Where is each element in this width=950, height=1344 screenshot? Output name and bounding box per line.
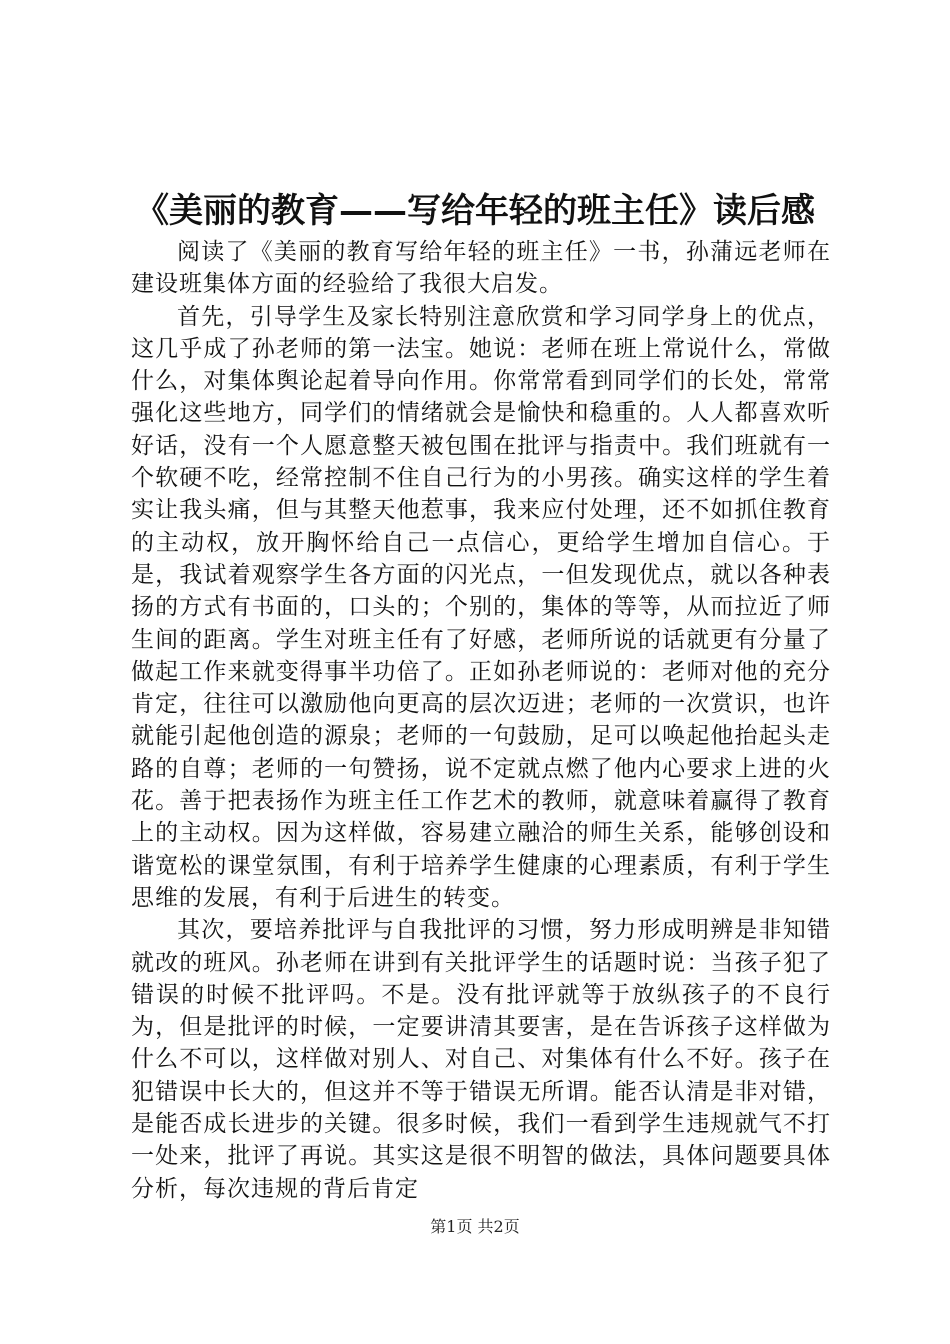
document-title: 《美丽的教育——写给年轻的班主任》读后感 bbox=[135, 191, 815, 231]
paragraph-intro: 阅读了《美丽的教育写给年轻的班主任》一书，孙蒲远老师在建设班集体方面的经验给了我很大启发。 bbox=[131, 239, 831, 298]
paragraph-second: 其次，要培养批评与自我批评的习惯，努力形成明辨是非知错就改的班风。孙老师在讲到有关批评学生的话题时说：当孩子犯了错误的时候不批评吗。不是。没有批评就等于放纵孩子的不良行为，但是批评的时候，一定要讲清其要害，是在告诉孩子这样做为什么不可以，这样做对别人、对自己、对集体有什么不好。孩子在犯错误中长大的，但这并不等于错误无所谓。能否认清是非对错，是能否成长进步的关键。很多时候，我们一看到学生违规就气不打一处来，批评了再说。其实这是很不明智的做法，具体问题要具体分析，每次违规的背后肯定 bbox=[131, 917, 831, 1202]
document-body bbox=[131, 236, 831, 1205]
paragraph-first: 首先，引导学生及家长特别注意欣赏和学习同学身上的优点，这几乎成了孙老师的第一法宝。她说：老师在班上常说什么，常做什么，对集体舆论起着导向作用。你常常看到同学们的长处，常常强化这些地方，同学们的情绪就会是愉快和稳重的。人人都喜欢听好话，没有一个人愿意整天被包围在批评与指责中。我们班就有一个软硬不吃，经常控制不住自己行为的小男孩。确实这样的学生着实让我头痛，但与其整天他惹事，我来应付处理，还不如抓住教育的主动权，放开胸怀给自己一点信心，更给学生增加自信心。于是，我试着观察学生各方面的闪光点，一但发现优点，就以各种表扬的方式有书面的，口头的；个别的，集体的等等，从而拉近了师生间的距离。学生对班主任有了好感，老师所说的话就更有分量了做起工作来就变得事半功倍了。正如孙老师说的：老师对他的充分肯定，往往可以激励他向更高的层次迈进；老师的一次赏识，也许就能引起他创造的源泉；老师的一句鼓励，足可以唤起他抬起头走路的自尊；老师的一句赞扬，说不定就点燃了他内心要求上进的火花。善于把表扬作为班主任工作艺术的教师，就意味着赢得了教育上的主动权。因为这样做，容易建立融洽的师生关系，能够创设和谐宽松的课堂氛围，有利于培养学生健康的心理素质，有利于学生思维的发展，有利于后进生的转变。 bbox=[131, 303, 831, 911]
page-footer: 第1页 共2页 bbox=[430, 1217, 520, 1236]
